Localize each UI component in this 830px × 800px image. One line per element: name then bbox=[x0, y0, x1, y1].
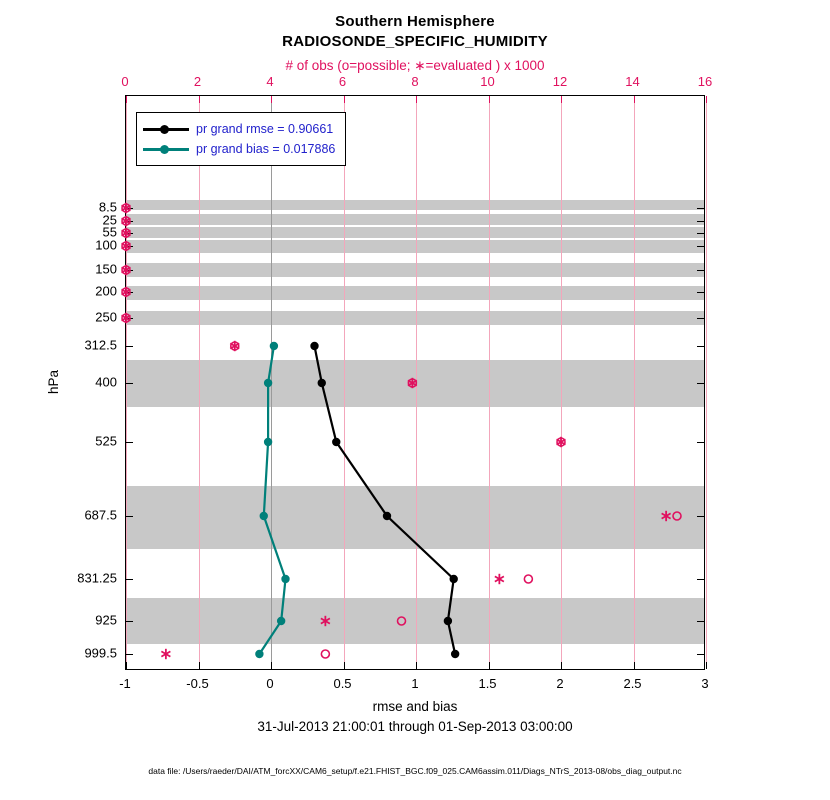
level-tick-label: 100 bbox=[95, 237, 117, 253]
x-tick bbox=[706, 662, 707, 669]
legend-label-bias: pr grand bias = 0.017886 bbox=[196, 142, 336, 156]
level-tick-label: 999.5 bbox=[84, 645, 117, 661]
series-point bbox=[270, 342, 278, 350]
legend-label-rmse: pr grand rmse = 0.90661 bbox=[196, 122, 334, 136]
level-tick-label: 8.5 bbox=[98, 199, 117, 215]
obs-evaluated-marker bbox=[495, 574, 504, 584]
bottom-tick-label: -1 bbox=[119, 676, 131, 691]
top-axis-title: # of obs (o=possible; ∗=evaluated ) x 1000 bbox=[285, 58, 545, 73]
bottom-tick-label: 2 bbox=[556, 676, 564, 691]
level-tick-label: 150 bbox=[95, 261, 117, 277]
series-point bbox=[383, 512, 391, 520]
level-tick-label: 55 bbox=[102, 224, 117, 240]
x-axis-title: rmse and bias bbox=[372, 699, 458, 714]
legend-swatch-bias bbox=[143, 142, 189, 156]
series-point bbox=[450, 575, 458, 583]
series-point bbox=[264, 379, 272, 387]
legend-swatch-rmse bbox=[143, 122, 189, 136]
level-tick-label: 312.5 bbox=[84, 337, 117, 353]
bottom-tick-label: 1.5 bbox=[478, 676, 497, 691]
top-tick-label: 10 bbox=[480, 74, 495, 89]
bottom-tick-label: 2.5 bbox=[623, 676, 642, 691]
title-line-1: Southern Hemisphere bbox=[335, 13, 495, 30]
top-tick-label: 8 bbox=[411, 74, 419, 89]
level-tick-label: 250 bbox=[95, 309, 117, 325]
top-tick-label: 4 bbox=[266, 74, 274, 89]
series-point bbox=[444, 617, 452, 625]
level-tick-label: 400 bbox=[95, 374, 117, 390]
obs-evaluated-marker bbox=[161, 649, 170, 659]
bottom-tick-label: 0 bbox=[266, 676, 274, 691]
top-tick-label: 2 bbox=[193, 74, 202, 89]
series-line bbox=[315, 346, 456, 654]
series-point bbox=[260, 512, 268, 520]
series-point bbox=[451, 650, 459, 658]
plot-area bbox=[125, 95, 705, 670]
series-point bbox=[310, 342, 318, 350]
level-tick-label: 200 bbox=[95, 283, 117, 299]
obs-possible-marker bbox=[673, 512, 681, 520]
bottom-tick-label: -0.5 bbox=[186, 676, 209, 691]
title-line-2: RADIOSONDE_SPECIFIC_HUMIDITY bbox=[282, 33, 548, 50]
data-file-path: data file: /Users/raeder/DAI/ATM_forcXX/CAM6_setup/f.e21.FHIST_BGC.f09_025.CAM6assim.011/Diags_NTrS_2013-08/obs_diag_output.nc bbox=[148, 766, 682, 776]
top-x-tick bbox=[706, 96, 707, 103]
series-point bbox=[277, 617, 285, 625]
data-series-layer bbox=[126, 96, 706, 671]
level-tick-label: 525 bbox=[95, 433, 117, 449]
top-tick-label: 6 bbox=[338, 74, 347, 89]
gridline bbox=[706, 96, 707, 669]
obs-possible-marker bbox=[398, 617, 406, 625]
series-point bbox=[281, 575, 289, 583]
obs-evaluated-marker bbox=[662, 511, 671, 521]
top-tick-label: 14 bbox=[625, 74, 640, 89]
obs-evaluated-marker bbox=[321, 616, 330, 626]
series-point bbox=[255, 650, 263, 658]
series-point bbox=[264, 438, 272, 446]
series-point bbox=[332, 438, 340, 446]
level-tick-label: 687.5 bbox=[84, 507, 117, 523]
bottom-tick-label: 0.5 bbox=[333, 676, 352, 691]
series-point bbox=[318, 379, 326, 387]
top-tick-label: 12 bbox=[552, 74, 568, 89]
bottom-tick-label: 1 bbox=[411, 676, 419, 691]
obs-possible-marker bbox=[524, 575, 532, 583]
date-range-subtitle: 31-Jul-2013 21:00:01 through 01-Sep-2013 03:00:00 bbox=[257, 719, 573, 734]
top-tick-label: 0 bbox=[121, 74, 129, 89]
level-tick-label: 25 bbox=[102, 212, 117, 228]
y-axis-title: hPa bbox=[46, 369, 61, 395]
level-tick-label: 831.25 bbox=[77, 570, 117, 586]
bottom-tick-label: 3 bbox=[701, 676, 709, 691]
obs-possible-marker bbox=[321, 650, 329, 658]
legend-item-bias bbox=[143, 139, 335, 159]
chart-title bbox=[0, 12, 830, 52]
level-tick-label: 925 bbox=[95, 612, 117, 628]
legend bbox=[136, 112, 346, 166]
series-line bbox=[259, 346, 285, 654]
legend-item-rmse bbox=[143, 119, 335, 139]
top-tick-label: 16 bbox=[697, 74, 713, 89]
